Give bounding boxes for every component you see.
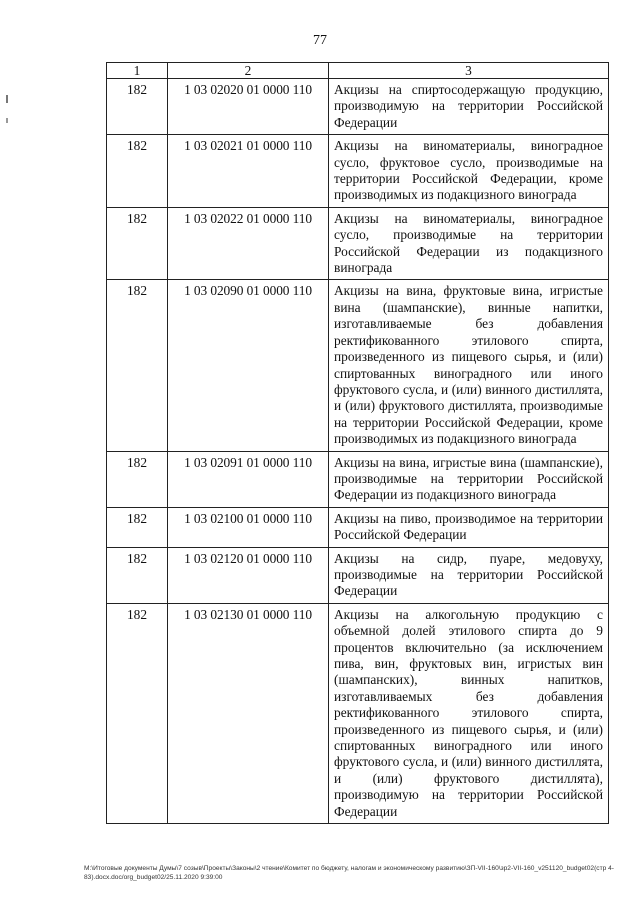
document-path-footer: М:\Итоговые документы Думы\7 созыв\Проекты\Законы\2 чтение\Комитет по бюджету, налогам и экономическому развитию\ЗП-VII-160\зр2-VII-160_v251120_budget02(стр 4-83).docx.doc/org_budget02/25.11.2020 9:39:00 [84,865,614,881]
revenue-name-cell: Акцизы на виноматериалы, виноградное сусло, фруктовое сусло, производимые на территории Российской Федерации, кроме производимых из подакцизного винограда [329,135,609,208]
budget-code-cell: 1 03 02100 01 0000 110 [168,507,329,547]
revenue-name-cell: Акцизы на вина, фруктовые вина, игристые вина (шампанские), винные напитки, изготавливаемые без добавления ректификованного этилового спирта, произведенного из пищевого сырья, и (или) спиртованных виноградного или иного фруктового сусла, и (или) винного дистиллята, и (или) фруктового дистиллята, производимые на территории Российской Федерации, кроме производимых из подакцизного винограда [329,280,609,451]
revenue-name-cell: Акцизы на алкогольную продукцию с объемной долей этилового спирта до 9 процентов включительно (за исключением пива, вин, фруктовых вин, игристых вин (шампанских), винных напитков, изготавливаемых без добавления ректификованного этилового спирта, произведенного из пищевого сырья, и (или) спиртованных виноградного или иного фруктового сусла, и (или) винного дистиллята, и (или) фруктового дистиллята), производимую на территории Российской Федерации [329,603,609,823]
column-header: 2 [168,63,329,79]
budget-code-cell: 1 03 02130 01 0000 110 [168,603,329,823]
table-row [107,547,609,603]
margin-mark [6,118,8,123]
budget-code-cell: 1 03 02091 01 0000 110 [168,451,329,507]
table-row [107,79,609,135]
budget-code-cell: 1 03 02120 01 0000 110 [168,547,329,603]
revenue-name-cell: Акцизы на виноматериалы, виноградное сусло, производимые на территории Российской Федерации из подакцизного винограда [329,207,609,280]
administrator-code-cell: 182 [107,603,168,823]
administrator-code-cell: 182 [107,135,168,208]
revenue-name-cell: Акцизы на пиво, производимое на территории Российской Федерации [329,507,609,547]
budget-classification-table [106,62,609,824]
administrator-code-cell: 182 [107,79,168,135]
table-row [107,603,609,823]
administrator-code-cell: 182 [107,207,168,280]
budget-code-cell: 1 03 02021 01 0000 110 [168,135,329,208]
revenue-name-cell: Акцизы на спиртосодержащую продукцию, производимую на территории Российской Федерации [329,79,609,135]
administrator-code-cell: 182 [107,507,168,547]
page-number: 77 [313,33,327,48]
administrator-code-cell: 182 [107,451,168,507]
column-header: 3 [329,63,609,79]
margin-mark [6,95,8,103]
administrator-code-cell: 182 [107,280,168,451]
revenue-name-cell: Акцизы на сидр, пуаре, медовуху, производимые на территории Российской Федерации [329,547,609,603]
column-header: 1 [107,63,168,79]
budget-code-cell: 1 03 02090 01 0000 110 [168,280,329,451]
administrator-code-cell: 182 [107,547,168,603]
table-header-row [107,63,609,79]
revenue-name-cell: Акцизы на вина, игристые вина (шампанские), производимые на территории Российской Федерации из подакцизного винограда [329,451,609,507]
table-row [107,280,609,451]
table-row [107,451,609,507]
budget-code-cell: 1 03 02022 01 0000 110 [168,207,329,280]
table-row [107,135,609,208]
table-row [107,507,609,547]
table-row [107,207,609,280]
budget-code-cell: 1 03 02020 01 0000 110 [168,79,329,135]
